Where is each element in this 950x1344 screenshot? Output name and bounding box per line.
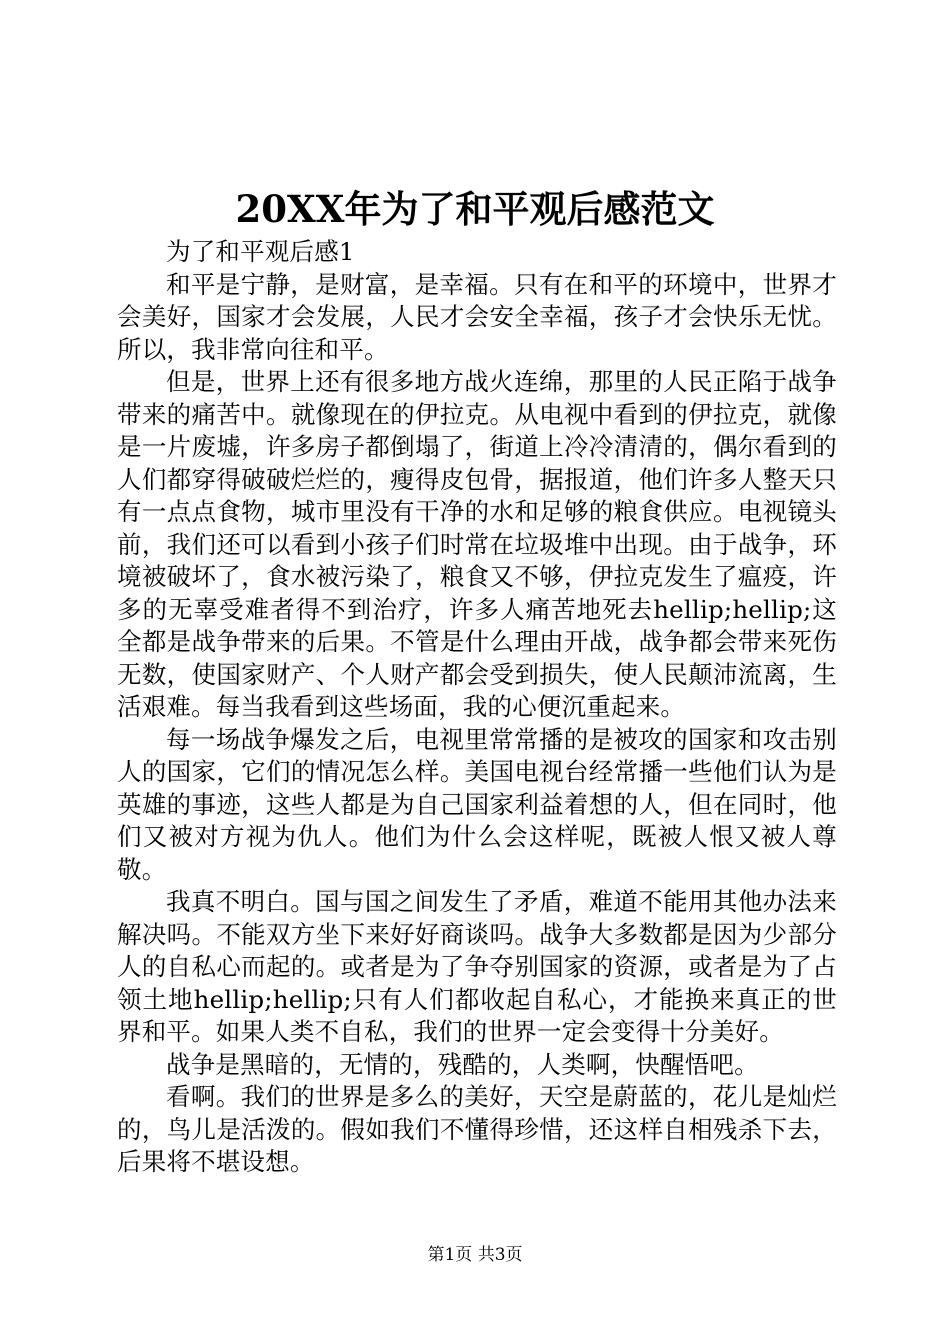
body-paragraph: 战争是黑暗的，无情的，残酷的，人类啊，快醒悟吧。 xyxy=(166,1049,759,1079)
body-paragraph: 我真不明白。国与国之间发生了矛盾，难道不能用其他办法来解决吗。不能双方坐下来好好商谈吗。战争大多数都是因为少部分人的自私心而起的。或者是为了争夺别国家的资源，或者是为了占领土地hellip;hellip;只有人们都收起自私心，才能换来真正的世界和平。如果人类不自私，我们的世界一定会变得十分美好。 xyxy=(117,887,837,1046)
document-body xyxy=(117,236,837,1179)
document-title: 20XX年为了和平观后感范文 xyxy=(235,187,715,231)
section-heading: 为了和平观后感1 xyxy=(166,237,355,266)
page-number-footer: 第1页 共3页 xyxy=(427,1245,523,1265)
body-paragraph: 和平是宁静，是财富，是幸福。只有在和平的环境中，世界才会美好，国家才会发展，人民才会安全幸福，孩子才会快乐无忧。所以，我非常向往和平。 xyxy=(117,269,837,364)
body-paragraph: 看啊。我们的世界是多么的美好，天空是蔚蓝的，花儿是灿烂的，鸟儿是活泼的。假如我们不懂得珍惜，还这样自相残杀下去，后果将不堪设想。 xyxy=(117,1082,837,1176)
body-paragraph: 每一场战争爆发之后，电视里常常播的是被攻的国家和攻击别人的国家，它们的情况怎么样。美国电视台经常播一些他们认为是英雄的事迹，这些人都是为自己国家利益着想的人，但在同时，他们又被对方视为仇人。他们为什么会这样呢，既被人恨又被人尊敬。 xyxy=(117,724,837,884)
body-paragraph: 但是，世界上还有很多地方战火连绵，那里的人民正陷于战争带来的痛苦中。就像现在的伊拉克。从电视中看到的伊拉克，就像是一片废墟，许多房子都倒塌了，街道上冷冷清清的，偶尔看到的人们都穿得破破烂烂的，瘦得皮包骨，据报道，他们许多人整天只有一点点食物，城市里没有干净的水和足够的粮食供应。电视镜头前，我们还可以看到小孩子们时常在垃圾堆中出现。由于战争，环境被破坏了，食水被污染了，粮食又不够，伊拉克发生了瘟疫，许多的无辜受难者得不到治疗，许多人痛苦地死去hellip;hellip;这全都是战争带来的后果。不管是什么理由开战，战争都会带来死伤无数，使国家财产、个人财产都会受到损失，使人民颠沛流离，生活艰难。每当我看到这些场面，我的心便沉重起来。 xyxy=(117,367,837,721)
